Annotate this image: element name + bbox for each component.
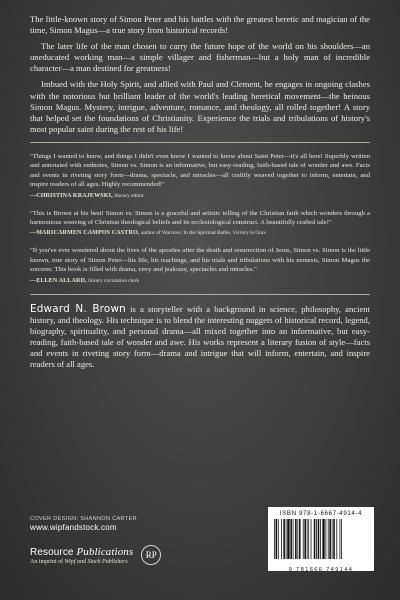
reviewer-role: literary editor <box>114 192 144 199</box>
barcode-bar <box>333 519 335 559</box>
barcode-bar <box>278 519 279 559</box>
reviewer-name: —ELLEN ALLARD, <box>30 277 87 284</box>
barcode-bar <box>290 519 292 559</box>
barcode-bar <box>311 519 312 559</box>
logo-text: RP <box>145 550 157 560</box>
review-text: "Things I wanted to know, and things I didn't even know I wanted to know about Saint Peter—it's all here! Superbly written and annotated with endnotes, Simon vs. Simon is an informative, but easy-reading, faith-based tale of wonder and awe. Facts and events in riveting story form—drama, spectacle, and miracles—all craftily weaved together to inform, entertain, and inspire readers of all ages. Highly recommended!" <box>30 152 370 189</box>
divider <box>30 294 370 295</box>
barcode-bar <box>322 519 324 559</box>
publisher-website[interactable]: www.wipfandstock.com <box>30 523 117 532</box>
publisher-logo-icon <box>141 545 161 565</box>
publisher-text <box>30 546 133 565</box>
review-attribution <box>30 277 370 285</box>
publisher-name <box>30 546 133 558</box>
barcode-bar <box>287 519 289 559</box>
review-attribution <box>30 229 370 237</box>
author-bio <box>30 304 370 371</box>
barcode-bar <box>286 519 287 559</box>
barcode-bar <box>303 519 304 559</box>
barcode-bar <box>332 519 333 559</box>
author-name: Edward N. Brown <box>30 302 126 315</box>
reviewer-role: author of Warriors: In the Spiritual Battle, Victory Is Ours <box>140 230 266 237</box>
barcode-bar <box>293 519 294 559</box>
barcode-bar <box>328 519 329 559</box>
barcode-bar <box>340 519 341 559</box>
cover-design-credit: COVER DESIGN: SHANNON CARTER <box>30 516 137 522</box>
reviewer-name: —MARICARMEN CAMPOS CASTRO, <box>30 230 140 237</box>
blurb-paragraph-2: The later life of the man chosen to carry the future hope of the world on his shoulders—an uneducated working man—a simple villager and fisherman—but a holy man of incredible character—a man destined for greatness! <box>30 41 370 74</box>
blurb-paragraph-1: The little-known story of Simon Peter and his battles with the greatest heretic and magician of the time, Simon Magus—a true story from historical records! <box>30 14 370 36</box>
review-attribution <box>30 192 370 200</box>
isbn-text: ISBN 978-1-6667-4914-4 <box>279 510 363 517</box>
review <box>30 209 370 238</box>
barcode-box <box>268 507 374 571</box>
imprint-prefix: An imprint of <box>30 558 65 565</box>
barcode-bar <box>314 519 316 559</box>
barcode-bar <box>295 519 297 559</box>
publisher-imprint <box>30 559 133 565</box>
barcode-bar <box>283 519 285 559</box>
barcode-digits: 9 781666 749144 <box>288 567 354 573</box>
barcode-bar <box>329 519 331 559</box>
barcode-bar <box>276 519 278 559</box>
publisher-block <box>30 545 161 565</box>
barcode-bar <box>299 519 301 559</box>
barcode-bar <box>308 519 309 559</box>
barcode-icon <box>272 519 370 563</box>
review-text: "This is Brown at his best! Simon vs. Simon is a graceful and artistic telling of the Christian faith which wonders through a harmonious weaving of Christian theological beliefs and its ecclesiological construct. A beautifully crafted tale!" <box>30 209 370 226</box>
reviewer-name: —CHRISTINA KRAJEWSKI, <box>30 192 113 199</box>
barcode-bar <box>281 519 282 559</box>
imprint-parent: Wipf and Stock Publishers <box>64 558 128 565</box>
barcode-bar <box>307 519 308 559</box>
barcode-bar <box>274 519 275 559</box>
barcode-bar <box>320 519 321 559</box>
review <box>30 246 370 284</box>
blurb <box>30 14 370 135</box>
review-text: "If you've ever wondered about the lives of the apostles after the death and resurrection of Jesus, Simon vs. Simon is the little known, true story of Simon Peter—his life, his teachings, and his trials and tribulations with his nemesis, Simon Magus the sorcerer. This book is filled with drama, envy and jealousy, spectacles and miracles." <box>30 247 370 274</box>
publisher-name-b: Publications <box>76 545 134 558</box>
reviewer-role: library circulation clerk <box>88 277 140 284</box>
author-bio-text <box>30 304 370 371</box>
barcode-bar <box>304 519 306 559</box>
review <box>30 152 370 200</box>
reviews <box>30 152 370 285</box>
barcode-bar <box>316 519 317 559</box>
barcode-bar <box>297 519 298 559</box>
barcode-bar <box>318 519 320 559</box>
barcode-bar <box>336 519 337 559</box>
bio-body: is a storyteller with a background in science, philosophy, ancient history, and theology. His technique is to blend the interesting nuggets of historical record, legend, biography, spirituality, and personal drama—all mixed together into an informative, but easy-reading, faith-based tale of wonder and awe. His works represent a literary fusion of style—facts and events in riveting story form—drama and intrigue that will inform, entertain, and inspire readers of all ages. <box>30 303 370 370</box>
blurb-paragraph-3: Imbued with the Holy Spirit, and allied with Paul and Clement, he engages in ongoing clashes with the notorious but brilliant leader of the world's leading heretical movement—the heinous Simon Magus. Mystery, intrigue, adventure, romance, and theology, all rolled together! A story that helped set the foundations of Christianity. Experience the trials and tribulations of history's most popular saint during the rest of his life! <box>30 79 370 134</box>
divider <box>30 142 370 143</box>
barcode-bar <box>325 519 326 559</box>
barcode-bar <box>341 519 342 559</box>
publisher-name-a: Resource <box>30 546 77 558</box>
